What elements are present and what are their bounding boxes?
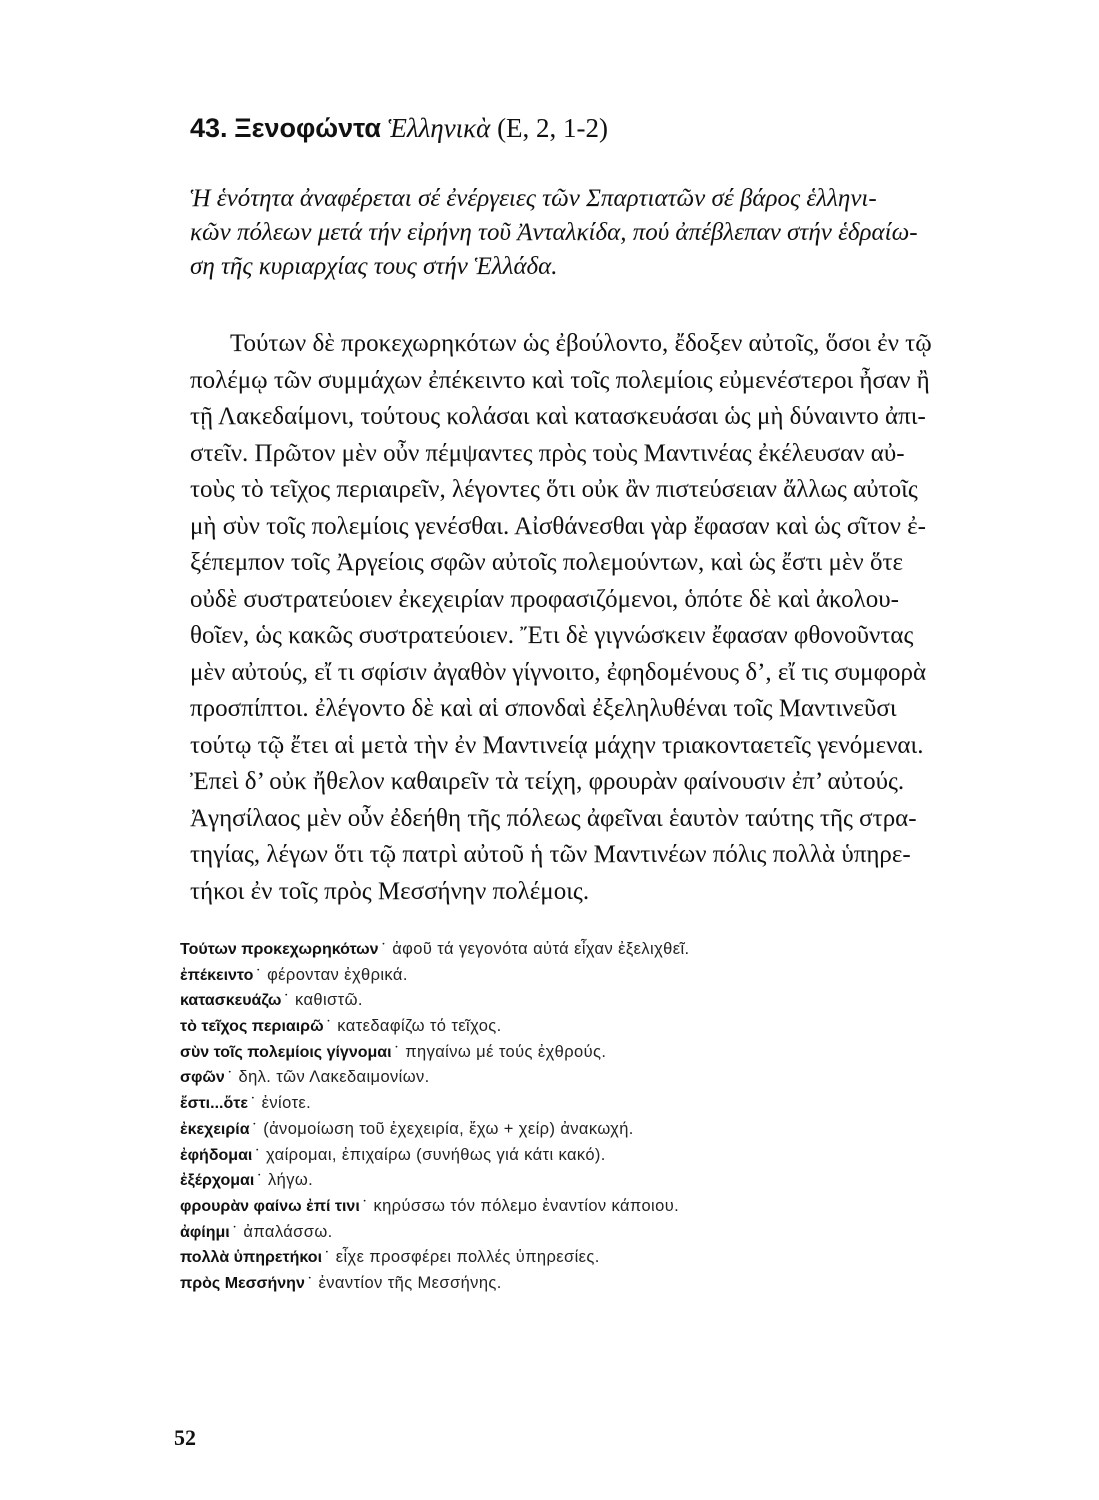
passage-line: τηγίας, λέγων ὅτι τῷ πατρὶ αὐτοῦ ἡ τῶν Μαντινέων πόλις πολλὰ ὑπηρε- [190,841,911,868]
glossary-term: ἐξέρχομαι [180,1172,255,1190]
passage-line: τῇ Λακεδαίμονι, τούτους κολάσαι καὶ κατασκευάσαι ὡς μὴ δύναιντο ἀπι- [190,403,926,430]
glossary-entry [180,1013,960,1039]
glossary-separator: ˙ [226,1067,233,1087]
glossary-definition: ἐνίοτε. [261,1094,312,1113]
section-reference: (Ε, 2, 1-2) [497,113,609,143]
glossary-term: ἐκεχειρία [180,1120,250,1138]
glossary-definition: ἀφοῦ τά γεγονότα αὐτά εἶχαν ἐξελιχθεῖ. [392,940,690,958]
glossary-term: ἐφήδομαι [180,1146,253,1164]
intro-line: ση τῆς κυριαρχίας τους στήν Ἑλλάδα. [190,253,558,280]
section-number: 43. [190,113,228,143]
glossary-entry [180,1219,960,1245]
glossary-definition: πηγαίνω μέ τούς ἐχθρούς. [405,1042,607,1061]
glossary-definition: κηρύσσω τόν πόλεμο ἐναντίον κάποιου. [373,1196,680,1215]
glossary-entry [180,1270,960,1296]
ancient-text-passage [190,326,1045,910]
glossary-entry [180,1142,960,1168]
glossary-separator: ˙ [254,1144,261,1164]
passage-line: προσπίπτοι. ἐλέγοντο δὲ καὶ αἱ σπονδαὶ ἐξεληλυθέναι τοῖς Μαντινεῦσι [190,695,897,722]
glossary-separator: ˙ [380,939,387,958]
glossary-definition: εἶχε προσφέρει πολλές ὑπηρεσίες. [335,1248,600,1267]
glossary-entry [180,1039,960,1065]
glossary-entry [180,1064,960,1090]
glossary-entry [180,936,960,962]
glossary-separator: ˙ [393,1041,400,1061]
glossary-term: πολλὰ ὑπηρετήκοι [180,1249,323,1267]
glossary-term: ἀφίημι [180,1223,230,1241]
intro-paragraph [190,182,1030,284]
glossary-list [180,936,960,1296]
passage-line: Τούτων δὲ προκεχωρηκότων ὡς ἐβούλοντο, ἔδοξεν αὐτοῖς, ὅσοι ἐν τῷ [230,330,932,357]
glossary-definition: ἐναντίον τῆς Μεσσήνης. [318,1273,502,1292]
section-heading [190,108,608,148]
glossary-separator: ˙ [325,1016,332,1036]
intro-line: Ἡ ἑνότητα ἀναφέρεται σέ ἐνέργειες τῶν Σπαρτιατῶν σέ βάρος ἑλληνι- [190,185,877,212]
glossary-entry [180,1090,960,1116]
glossary-definition: ἀπαλάσσω. [243,1222,333,1241]
glossary-entry [180,1167,960,1193]
passage-line: μὴ σὺν τοῖς πολεμίοις γενέσθαι. Αἰσθάνεσθαι γὰρ ἔφασαν καὶ ὡς σῖτον ἐ- [190,512,926,540]
glossary-term: φρουρὰν φαίνω ἐπί τινι [180,1197,360,1215]
passage-line: τοὺς τὸ τεῖχος περιαιρεῖν, λέγοντες ὅτι οὐκ ἂν πιστεύσειαν ἄλλως αὐτοῖς [190,476,918,503]
passage-line: στεῖν. Πρῶτον μὲν οὖν πέμψαντες πρὸς τοὺς Μαντινέας ἐκέλευσαν αὐ- [190,439,905,467]
passage-line: θοῖεν, ὡς κακῶς συστρατεύοιεν. Ἔτι δὲ γιγνώσκειν ἔφασαν φθονοῦντας [190,622,914,649]
passage-line: ξέπεμπον τοῖς Ἀργείοις σφῶν αὐτοῖς πολεμούντων, καὶ ὡς ἔστι μὲν ὅτε [190,549,904,576]
glossary-term: Τούτων προκεχωρηκότων [180,941,379,958]
section-work-title: Ἑλληνικὰ [387,113,491,143]
glossary-separator: ˙ [361,1195,368,1215]
page-number: 52 [174,1425,196,1450]
glossary-entry [180,1244,960,1270]
glossary-term: σὺν τοῖς πολεμίοις γίγνομαι [180,1043,392,1061]
glossary-definition: χαίρομαι, ἐπιχαίρω (συνήθως γιά κάτι κακό). [266,1145,606,1164]
glossary-definition: λήγω. [267,1171,314,1190]
passage-line: τήκοι ἐν τοῖς πρὸς Μεσσήνην πολέμοις. [190,877,590,905]
section-author: Ξενοφώντα [234,113,382,143]
glossary-term: σφῶν [180,1069,225,1087]
glossary-entry [180,1193,960,1219]
passage-line: οὐδὲ συστρατεύοιεν ἐκεχειρίαν προφασιζόμενοι, ὁπότε δὲ καὶ ἀκολου- [190,585,899,613]
glossary-definition: (ἀνομοίωση τοῦ ἐχεχειρία, ἔχω + χείρ) ἀνακωχή. [263,1119,634,1138]
glossary-term: πρὸς Μεσσήνην [180,1274,305,1292]
glossary-term: ἔστι...ὅτε [180,1095,248,1113]
glossary-definition: φέρονταν ἐχθρικά. [267,965,408,984]
passage-line: Ἀγησίλαος μὲν οὖν ἐδεήθη τῆς πόλεως ἀφεῖναι ἑαυτὸν ταύτης τῆς στρα- [190,804,917,832]
glossary-definition: κατεδαφίζω τό τεῖχος. [337,1017,502,1036]
passage-line: Ἐπεὶ δ’ οὐκ ἤθελον καθαιρεῖν τὰ τείχη, φρουρὰν φαίνουσιν ἐπ’ αὐτούς. [190,768,905,795]
glossary-separator: ˙ [256,1170,262,1190]
passage-line: πολέμῳ τῶν συμμάχων ἐπέκειντο καὶ τοῖς πολεμίοις εὐμενέστεροι ἦσαν ἢ [190,366,930,394]
glossary-definition: δηλ. τῶν Λακεδαιμονίων. [238,1068,430,1087]
passage-line: μὲν αὐτούς, εἴ τι σφίσιν ἀγαθὸν γίγνοιτο, ἐφηδομένους δ’, εἴ τις συμφορὰ [190,658,927,686]
glossary-separator: ˙ [324,1247,330,1267]
glossary-separator: ˙ [231,1221,238,1241]
glossary-definition: καθιστῶ. [295,991,363,1010]
glossary-term: κατασκευάζω [180,992,282,1010]
glossary-separator: ˙ [251,1118,258,1138]
glossary-separator: ˙ [283,990,290,1010]
passage-line: τούτῳ τῷ ἔτει αἱ μετὰ τὴν ἐν Μαντινείᾳ μάχην τριακονταετεῖς γενόμεναι. [190,731,924,759]
glossary-term: τὸ τεῖχος περιαιρῶ [180,1018,324,1036]
glossary-term: ἐπέκειντο [180,966,254,984]
glossary-entry [180,987,960,1013]
glossary-entry [180,962,960,988]
glossary-separator: ˙ [249,1093,256,1113]
glossary-entry [180,1116,960,1142]
intro-line: κῶν πόλεων μετά τήν εἰρήνη τοῦ Ἀνταλκίδα, πού ἀπέβλεπαν στήν ἑδραίω- [190,219,918,246]
glossary-separator: ˙ [255,964,262,984]
glossary-separator: ˙ [306,1272,313,1292]
